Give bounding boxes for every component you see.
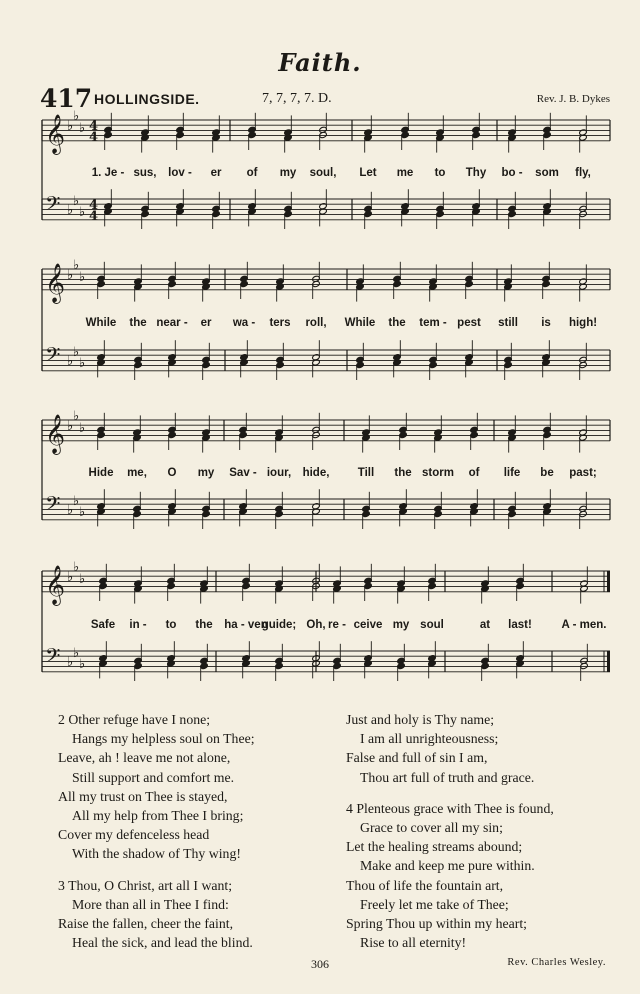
verse-line: Thou of life the fountain art, <box>346 877 504 893</box>
lyric-syllable: ha - ven <box>224 619 268 631</box>
treble-clef-icon: 𝄞 <box>45 413 66 454</box>
verse-line: I am all unrighteousness; <box>360 731 499 747</box>
lyric-syllable: fly, <box>575 167 591 179</box>
lyric-syllable: Safe <box>90 619 116 631</box>
lyric-syllable: O <box>167 467 177 479</box>
verse-line: Rise to all eternity! <box>360 935 467 951</box>
verse-line: 2 Other refuge have I none; <box>58 712 211 727</box>
lyric-syllable: life <box>503 467 521 479</box>
verse-line: Leave, ah ! leave me not alone, <box>58 750 231 766</box>
lyric-syllable: to <box>165 619 177 631</box>
time-signature-bottom: 4 <box>89 209 99 224</box>
tune-name: HOLLINGSIDE. <box>94 91 200 107</box>
flat-icon: ♭ <box>73 409 80 424</box>
lyric-syllable: ters <box>269 317 291 329</box>
lyric-syllable: er <box>210 167 222 179</box>
time-signature-top: 4 <box>89 198 99 213</box>
verse-line: Grace to cover all my sin; <box>360 820 503 836</box>
lyric-syllable: soul, <box>309 167 337 179</box>
bass-clef-icon: 𝄢 <box>45 492 61 520</box>
flat-icon: ♭ <box>79 572 86 587</box>
lyric-syllable: ceive <box>353 619 383 631</box>
lyric-syllable: pest <box>457 317 481 329</box>
verse-line: All my trust on Thee is stayed, <box>58 788 228 804</box>
text-author: Rev. Charles Wesley. <box>507 957 606 968</box>
flat-icon: ♭ <box>73 494 80 509</box>
flat-icon: ♭ <box>67 570 74 585</box>
lyric-syllable: tem - <box>419 317 447 329</box>
verse-line: Cover my defenceless head <box>58 827 210 843</box>
lyric-line <box>40 467 610 485</box>
stanza-gap <box>346 787 616 799</box>
verse-line: More than all in Thee I find: <box>72 896 229 912</box>
lyric-syllable: me <box>396 167 414 179</box>
flat-icon: ♭ <box>79 121 86 136</box>
lyric-syllable: Let <box>359 167 377 179</box>
lyric-syllable: re - <box>328 619 346 631</box>
final-barline-thick <box>607 571 610 592</box>
lyric-syllable: Sav - <box>229 467 257 479</box>
lyric-syllable: Oh, <box>306 619 326 631</box>
lyric-syllable: While <box>344 317 376 329</box>
verses-column-1 <box>58 710 328 952</box>
verse-line: Heal the sick, and lead the blind. <box>72 935 253 951</box>
stanza-gap <box>58 864 328 876</box>
verse-line: Raise the fallen, cheer the faint, <box>58 916 234 932</box>
flat-icon: ♭ <box>73 646 80 661</box>
bass-clef-icon: 𝄢 <box>45 343 61 371</box>
flat-icon: ♭ <box>79 205 86 220</box>
bass-clef-icon: 𝄢 <box>45 644 61 672</box>
lyric-syllable: the <box>394 467 412 479</box>
lyric-syllable: sus, <box>133 167 157 179</box>
verse-line: Make and keep me pure within. <box>360 858 535 874</box>
flat-icon: ♭ <box>79 505 86 520</box>
lyric-syllable: lov - <box>168 167 192 179</box>
lyric-syllable: While <box>85 317 117 329</box>
verse-line: Thou art full of truth and grace. <box>360 769 535 785</box>
lyric-syllable: of <box>246 167 258 179</box>
lyric-syllable: A - men. <box>561 619 607 631</box>
lyric-syllable: Thy <box>465 167 487 179</box>
lyric-syllable: to <box>434 167 446 179</box>
lyric-syllable: bo - <box>501 167 523 179</box>
time-signature-top: 4 <box>89 119 99 134</box>
flat-icon: ♭ <box>73 109 80 124</box>
lyric-syllable: my <box>279 167 297 179</box>
flat-icon: ♭ <box>67 503 74 518</box>
verse-line: Let the healing streams abound; <box>346 839 523 855</box>
lyric-syllable: still <box>498 317 518 329</box>
lyric-line <box>40 317 610 335</box>
treble-clef-icon: 𝄞 <box>45 113 66 154</box>
lyric-syllable: soul <box>420 619 444 631</box>
hymn-number: 417 <box>40 84 93 113</box>
flat-icon: ♭ <box>73 560 80 575</box>
verse-line: Freely let me take of Thee; <box>360 896 509 912</box>
lyric-syllable: me, <box>127 467 147 479</box>
verse-line: Hangs my helpless soul on Thee; <box>72 731 255 747</box>
composer: Rev. J. B. Dykes <box>536 93 610 105</box>
flat-icon: ♭ <box>73 345 80 360</box>
flat-icon: ♭ <box>79 356 86 371</box>
final-barline-thick <box>607 651 610 672</box>
lyric-syllable: near - <box>156 317 188 329</box>
verses-column-2 <box>346 710 616 952</box>
flat-icon: ♭ <box>79 421 86 436</box>
flat-icon: ♭ <box>67 119 74 134</box>
lyric-syllable: Till <box>357 467 375 479</box>
flat-icon: ♭ <box>67 203 74 218</box>
verse-line: 4 Plenteous grace with Thee is found, <box>346 800 554 816</box>
lyric-line <box>40 619 610 637</box>
lyric-syllable: my <box>197 467 215 479</box>
lyric-syllable: wa - <box>232 317 256 329</box>
flat-icon: ♭ <box>67 354 74 369</box>
bass-clef-icon: 𝄢 <box>45 192 61 220</box>
verse-line: False and full of sin I am, <box>346 750 488 766</box>
verse-line: Still support and comfort me. <box>72 769 235 785</box>
lyric-syllable: be <box>540 467 554 479</box>
page-number: 306 <box>311 957 329 971</box>
lyric-line <box>40 167 610 185</box>
lyric-syllable: of <box>468 467 480 479</box>
lyric-syllable: iour, <box>266 467 292 479</box>
time-signature-bottom: 4 <box>89 130 99 145</box>
treble-clef-icon: 𝄞 <box>45 262 66 303</box>
meter: 7, 7, 7, 7. D. <box>262 91 332 106</box>
flat-icon: ♭ <box>79 270 86 285</box>
lyric-syllable: 1. Je - <box>91 167 125 179</box>
flat-icon: ♭ <box>67 655 74 670</box>
treble-clef-icon: 𝄞 <box>45 564 66 605</box>
lyric-syllable: the <box>388 317 406 329</box>
lyric-syllable: high! <box>568 317 598 329</box>
flat-icon: ♭ <box>67 419 74 434</box>
verse-line: Spring Thou up within my heart; <box>346 916 528 932</box>
lyric-syllable: the <box>195 619 213 631</box>
lyric-syllable: som <box>535 167 559 179</box>
lyric-syllable: last! <box>508 619 532 631</box>
lyric-syllable: in - <box>129 619 147 631</box>
lyric-syllable: the <box>129 317 147 329</box>
lyric-syllable: is <box>541 317 551 329</box>
lyric-syllable: roll, <box>305 317 327 329</box>
lyric-syllable: Hide <box>88 467 114 479</box>
flat-icon: ♭ <box>79 657 86 672</box>
flat-icon: ♭ <box>73 194 80 209</box>
flat-icon: ♭ <box>73 258 80 273</box>
flat-icon: ♭ <box>67 268 74 283</box>
verse-line: Just and holy is Thy name; <box>346 712 495 727</box>
lyric-syllable: my <box>392 619 410 631</box>
verse-line: All my help from Thee I bring; <box>72 808 244 824</box>
lyric-syllable: at <box>479 619 491 631</box>
section-title: Faith. <box>278 48 362 77</box>
lyric-syllable: er <box>200 317 212 329</box>
lyric-syllable: hide, <box>302 467 330 479</box>
verse-line: 3 Thou, O Christ, art all I want; <box>58 877 233 893</box>
verse-line: With the shadow of Thy wing! <box>72 846 241 862</box>
lyric-syllable: guide; <box>261 619 297 631</box>
lyric-syllable: storm <box>422 467 454 479</box>
lyric-syllable: past; <box>569 467 597 479</box>
